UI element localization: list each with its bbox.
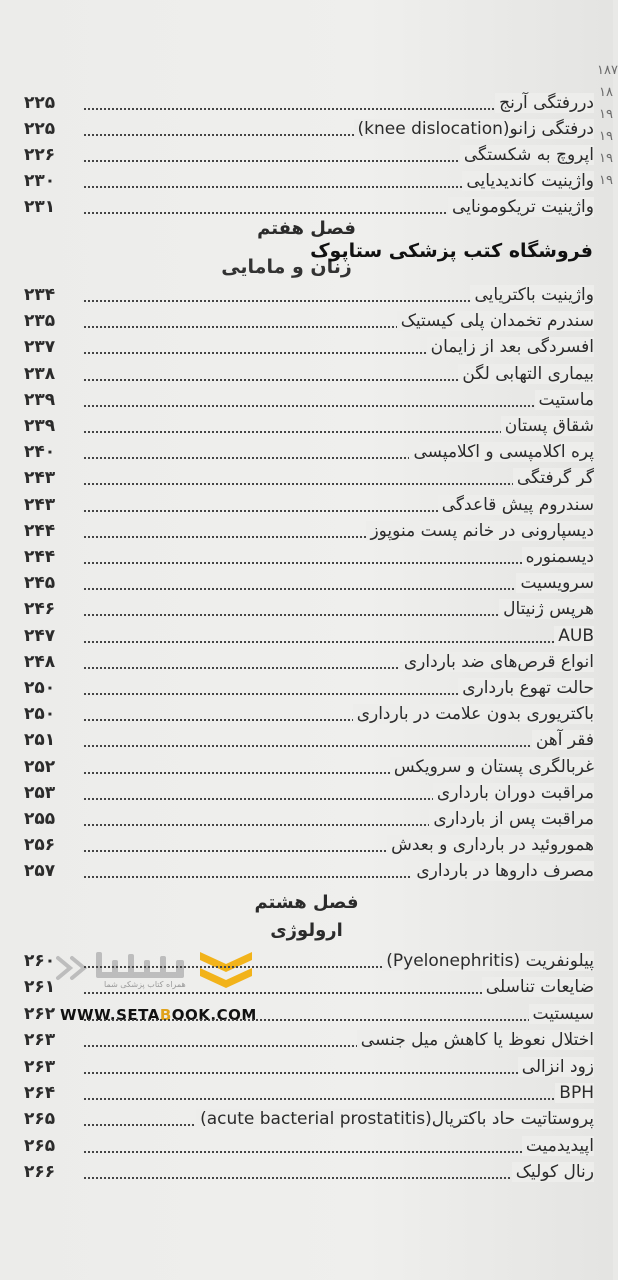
- toc-page-number: ۲۵۵: [24, 809, 56, 829]
- toc-page-number: ۲۵۶: [24, 835, 56, 856]
- toc-entry-title: واژینیت تریکومونایی: [448, 197, 594, 217]
- toc-page-number: ۲۳۸: [24, 363, 56, 384]
- toc-entry-title: پروستاتیت حاد باکتریال(acute bacterial prostatitis): [196, 1109, 594, 1129]
- toc-page-number: ۲۵۱: [24, 730, 56, 751]
- toc-entry: [84, 544, 594, 570]
- toc-page-number: ۲۶۱: [24, 977, 56, 998]
- toc-page-number: ۲۲۵: [24, 93, 56, 113]
- toc-entry: [84, 168, 594, 194]
- toc-entry-title: مصرف داروها در بارداری: [412, 861, 594, 881]
- shop-watermark: فروشگاه کتب پزشکی ستاپوک: [310, 240, 593, 262]
- adjacent-page-numbers: [597, 60, 618, 240]
- toc-page-number: ۲۳۰: [24, 171, 56, 191]
- chapter-heading: فصل هفتم: [257, 218, 356, 239]
- toc-entry-title: پره اکلامپسی و اکلامپسی: [409, 442, 594, 462]
- toc-entry: [84, 806, 594, 832]
- toc-entry: [84, 116, 594, 142]
- toc-entry: [84, 90, 594, 116]
- toc-entry: [84, 1001, 594, 1027]
- chapter-subtitle: ارولوژی: [270, 920, 343, 941]
- toc-entry-title: مراقبت دوران بارداری: [433, 783, 594, 803]
- margin-number: ۱۹: [599, 151, 613, 166]
- toc-page-number: ۲۴۷: [24, 625, 56, 646]
- toc-entry: [84, 596, 594, 622]
- toc-entry: [84, 623, 594, 649]
- toc-entry-title: اپیدیدمیت: [522, 1136, 594, 1156]
- toc-entry: [84, 727, 594, 753]
- toc-entry: [84, 1106, 594, 1132]
- toc-entry-title: غربالگری پستان و سرویکس: [390, 757, 594, 777]
- toc-entry: [84, 974, 594, 1000]
- margin-number: ۱۹: [599, 173, 613, 188]
- toc-page-number: ۲۶۲: [24, 1003, 56, 1024]
- toc-entry-title: اختلال نعوظ یا کاهش میل جنسی: [357, 1030, 594, 1050]
- toc-entry: [84, 858, 594, 884]
- toc-page-number: ۲۳۴: [24, 285, 56, 305]
- toc-entry-title: واژینیت کاندیدیایی: [462, 171, 594, 191]
- toc-entry: [84, 1027, 594, 1053]
- chapter-subtitle: زنان و مامایی: [221, 256, 352, 278]
- margin-number: ۱۸۷: [597, 63, 618, 78]
- toc-page-number: ۲۶۵: [24, 1109, 56, 1130]
- toc-page-number: ۲۴۳: [24, 468, 56, 489]
- toc-page-number: ۲۳۹: [24, 389, 56, 410]
- toc-entry: [84, 649, 594, 675]
- toc-page-number: ۲۵۳: [24, 782, 56, 803]
- toc-entry: [84, 675, 594, 701]
- toc-entry: [84, 413, 594, 439]
- toc-entry-title: بیماری التهابی لگن: [458, 364, 594, 384]
- toc-entry-title: باکتریوری بدون علامت در بارداری: [353, 704, 594, 724]
- toc-page-number: ۲۵۰: [24, 678, 56, 698]
- toc-page-number: ۲۴۶: [24, 599, 56, 620]
- toc-entry: [84, 780, 594, 806]
- toc-entry-title: سندروم پیش قاعدگی: [438, 495, 594, 515]
- toc-page-number: ۲۵۲: [24, 756, 56, 777]
- toc-entry-title: شقاق پستان: [501, 416, 594, 436]
- toc-entry-title: حالت تهوع بارداری: [458, 678, 594, 698]
- toc-entry: [84, 1159, 594, 1185]
- toc-page-number: ۲۶۰: [24, 951, 56, 971]
- toc-page-number: ۲۴۰: [24, 442, 56, 463]
- url-part: WWW.SETA: [60, 1006, 160, 1024]
- toc-entry-title: افسردگی بعد از زایمان: [427, 337, 594, 357]
- toc-entry: [84, 465, 594, 491]
- toc-page-number: ۲۴۸: [24, 651, 56, 672]
- toc-page-number: ۲۲۶: [24, 145, 56, 165]
- toc-entry: [84, 142, 594, 168]
- toc-entry: [84, 308, 594, 334]
- toc-entry: [84, 701, 594, 727]
- toc-entry: [84, 282, 594, 308]
- toc-page-number: ۲۳۱: [24, 197, 56, 217]
- toc-page-number: ۲۶۶: [24, 1162, 56, 1183]
- logo-tagline: همراه کتاب پزشکی شما: [104, 980, 186, 989]
- toc-page-number: ۲۳۷: [24, 337, 56, 358]
- toc-entry: [84, 1080, 594, 1106]
- toc-entry-title: دیسپارونی در خانم پست منوپوز: [366, 521, 594, 541]
- toc-page-number: ۲۵۷: [24, 861, 56, 882]
- toc-page-number: ۲۶۵: [24, 1135, 56, 1156]
- toc-page-number: ۲۵۰: [24, 704, 56, 725]
- url-highlight: B: [159, 1006, 172, 1024]
- toc-page-number: ۲۴۴: [24, 547, 56, 567]
- toc-entry-title: ماستیت: [535, 390, 594, 410]
- toc-entry: [84, 832, 594, 858]
- toc-entry: [84, 948, 594, 974]
- margin-number: ۱۹: [599, 107, 613, 122]
- toc-entry-title: هموروئید در بارداری و بعدش: [387, 835, 594, 855]
- toc-entry-title: مراقبت پس از بارداری: [429, 809, 594, 829]
- toc-entry-title: سرویسیت: [516, 573, 594, 593]
- toc-entry: [84, 194, 594, 220]
- url-part: OOK.COM: [171, 1006, 257, 1024]
- toc-entry-title: رنال کولیک: [512, 1162, 594, 1182]
- toc-entry: [84, 334, 594, 360]
- toc-entry-title: گر گرفتگی: [513, 468, 594, 488]
- toc-entry-title: اپروچ به شکستگی: [460, 145, 594, 165]
- toc-entry-title: دیسمنوره: [522, 547, 594, 567]
- toc-entry: [84, 387, 594, 413]
- toc-entry: [84, 754, 594, 780]
- toc-page-number: ۲۶۴: [24, 1083, 56, 1103]
- toc-entry-title: سیستیت: [529, 1004, 595, 1024]
- toc-page-number: ۲۴۴: [24, 520, 56, 541]
- toc-page-number: ۲۲۵: [24, 119, 56, 139]
- toc-entry-title: ضایعات تناسلی: [482, 977, 594, 997]
- toc-entry: [84, 1054, 594, 1080]
- toc-entry: [84, 492, 594, 518]
- toc-entry: [84, 1133, 594, 1159]
- toc-entry-title: سندرم تخمدان پلی کیستیک: [397, 311, 594, 331]
- toc-page-number: ۲۶۳: [24, 1030, 56, 1051]
- margin-number: ۱۹: [599, 129, 613, 144]
- toc-entry: [84, 361, 594, 387]
- toc-entry: [84, 518, 594, 544]
- toc-page-number: ۲۴۵: [24, 573, 56, 594]
- toc-entry: [84, 439, 594, 465]
- toc-entry-title: زود انزالی: [518, 1057, 594, 1077]
- margin-number: ۱۸: [599, 85, 613, 100]
- toc-entry-title: انواع قرص‌های ضد بارداری: [400, 652, 594, 672]
- toc-entry-title: دررفتگی آرنج: [495, 93, 594, 113]
- toc-page-number: ۲۳۹: [24, 416, 56, 436]
- toc-entry-title: BPH: [555, 1083, 594, 1103]
- toc-entry-title: فقر آهن: [532, 730, 594, 750]
- chapter-heading: فصل هشتم: [254, 892, 359, 913]
- toc-entry-title: پیلونفریت (Pyelonephritis): [382, 951, 594, 971]
- toc-page-number: ۲۴۳: [24, 494, 56, 515]
- toc-entry-title: واژینیت باکتریایی: [470, 285, 594, 305]
- toc-page-number: ۲۶۳: [24, 1056, 56, 1077]
- toc-entry-title: درفتگی زانو(knee dislocation): [354, 119, 594, 139]
- toc-entry-title: هرپس ژنیتال: [499, 599, 594, 619]
- toc-entry-title: AUB: [554, 626, 594, 646]
- toc-page-number: ۲۳۵: [24, 311, 56, 332]
- toc-entry: [84, 570, 594, 596]
